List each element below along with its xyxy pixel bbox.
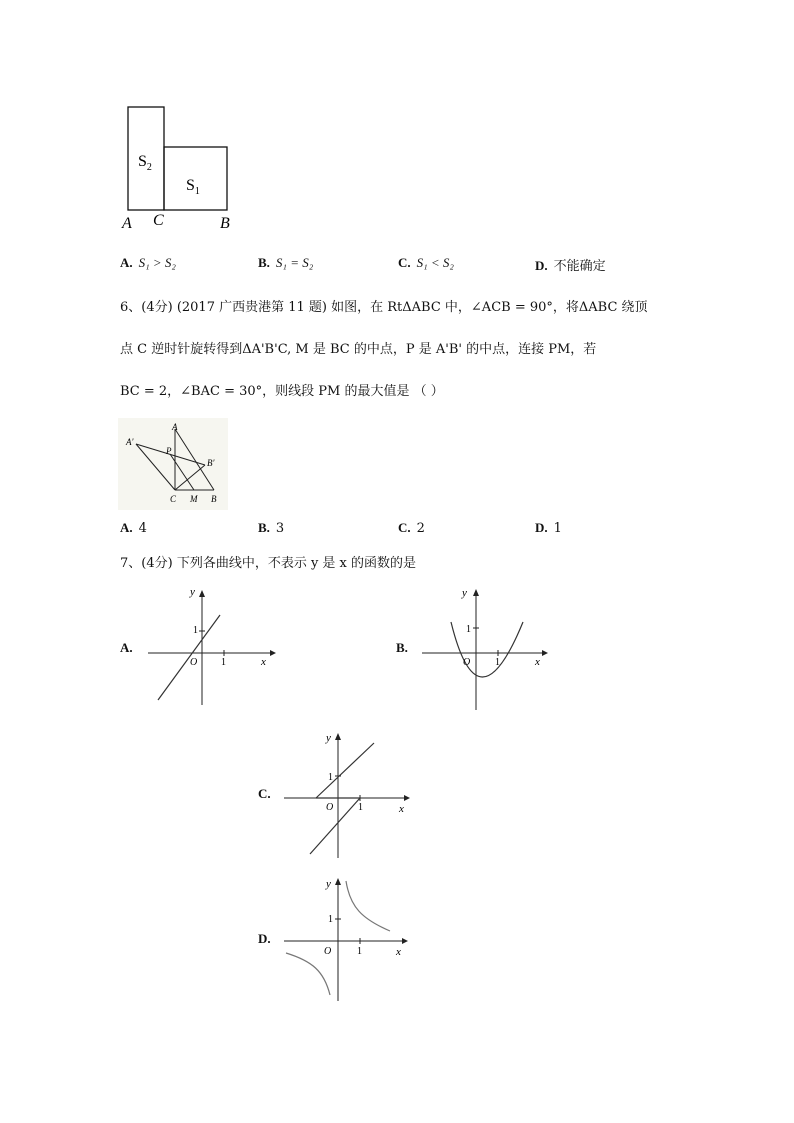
rect-s1 — [164, 147, 227, 210]
q5-option-a: A. S₁ > S₂ — [120, 255, 176, 270]
svg-text:y: y — [462, 587, 467, 599]
fig-label-c: C — [170, 494, 177, 504]
fig-label-p: P — [166, 446, 172, 456]
q5-option-b: B. S₁ = S₂ — [258, 255, 314, 270]
graph-c — [280, 730, 420, 860]
graph-a-letter: A. — [120, 640, 133, 655]
svg-text:O: O — [463, 657, 471, 668]
fig-label-b: B — [211, 494, 217, 504]
svg-text:O: O — [326, 802, 334, 813]
svg-text:x: x — [396, 946, 401, 958]
graph-b-parabola — [451, 622, 523, 677]
svg-text:x: x — [399, 803, 404, 815]
q6-line-3: BC = 2，∠BAC = 30°，则线段 PM 的最大值是 （ ） — [120, 384, 444, 399]
fig-label-b-prime: B' — [207, 458, 215, 468]
q6-option-c: C. 2 — [398, 520, 425, 536]
q6-option-d: D. 1 — [535, 520, 562, 536]
graph-b-letter: B. — [396, 640, 408, 655]
q6-line-2: 点 C 逆时针旋转得到ΔA'B'C, M 是 BC 的中点，P 是 A'B' 的中点，连接 PM，若 — [120, 342, 597, 357]
svg-text:y: y — [190, 586, 195, 598]
svg-text:1: 1 — [357, 946, 362, 957]
graph-d — [280, 875, 420, 1005]
svg-text:1: 1 — [328, 914, 333, 925]
graph-a-line — [158, 615, 220, 700]
svg-text:1: 1 — [328, 772, 333, 783]
label-s2: $S_2$ — [138, 153, 152, 173]
graph-c-upper-ray — [316, 743, 374, 798]
svg-text:O: O — [190, 657, 198, 668]
svg-text:x: x — [535, 656, 540, 668]
q6-option-b: B. 3 — [258, 520, 285, 536]
q7-stem: 7、(4分) 下列各曲线中，不表示 y 是 x 的函数的是 — [120, 556, 417, 571]
q6-option-a: A. 4 — [120, 520, 147, 536]
fig-label-a: A — [172, 422, 178, 432]
label-s1: $S_1$ — [186, 177, 200, 197]
svg-text:O: O — [324, 946, 332, 957]
rotation-figure — [118, 418, 228, 510]
graph-a — [140, 585, 280, 710]
graph-d-letter: D. — [258, 931, 271, 946]
q5-option-d: D. 不能确定 — [535, 258, 606, 274]
graph-c-lower-ray — [310, 798, 360, 854]
graph-c-letter: C. — [258, 786, 271, 801]
svg-text:1: 1 — [193, 625, 198, 636]
q6-line-1: 6、(4分) (2017 广西贵港第 11 题) 如图，在 RtΔABC 中，∠ACB = 90°，将ΔABC 绕顶 — [120, 300, 648, 315]
label-b: B — [220, 215, 230, 232]
svg-text:1: 1 — [495, 657, 500, 668]
svg-text:1: 1 — [466, 624, 471, 635]
svg-text:x: x — [261, 656, 266, 668]
fig-label-a-prime: A' — [126, 437, 134, 447]
svg-text:1: 1 — [358, 802, 363, 813]
svg-text:y: y — [326, 732, 331, 744]
graph-d-branch-left — [286, 953, 330, 995]
graph-b — [416, 582, 556, 712]
label-c: C — [153, 212, 164, 229]
fig-label-m: M — [190, 494, 198, 504]
svg-text:1: 1 — [221, 657, 226, 668]
svg-text:y: y — [326, 878, 331, 890]
q5-option-c: C. S₁ < S₂ — [398, 255, 454, 270]
label-a: A — [122, 215, 132, 232]
rectangles-figure — [118, 100, 248, 235]
graph-d-branch-right — [346, 881, 390, 931]
